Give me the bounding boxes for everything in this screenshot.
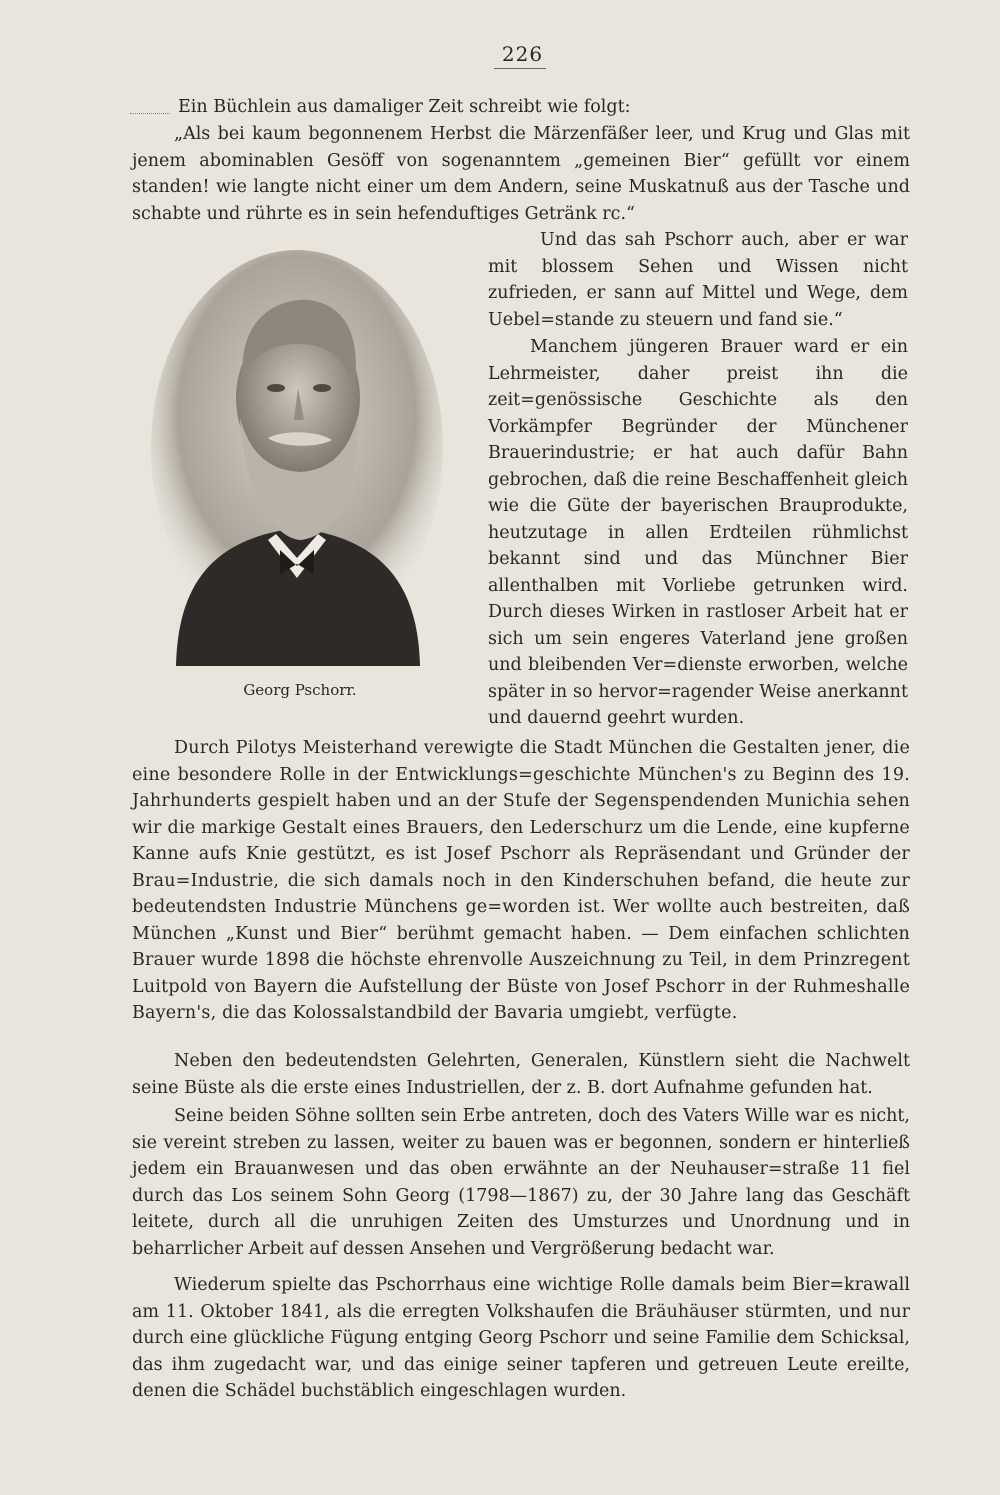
paragraph-ruhmeshalle: Neben den bedeutendsten Gelehrten, Generalen, Künstlern sieht die Nachwelt seine Büste als die erste eines Industriellen, der z. B. dort Aufnahme gefunden hat. xyxy=(132,1051,910,1098)
paragraph-intro: Ein Büchlein aus damaliger Zeit schreibt wie folgt: xyxy=(178,97,631,117)
paragraph-right-2: Manchem jüngeren Brauer ward er ein Lehrmeister, daher preist ihn die zeit=genössische Geschichte als den Vorkämpfer Begründer der Münchener Brauerindustrie; er hat auch dafür Bahn gebrochen, daß die reine Beschaffenheit gleich wie die Güte der bayerischen Brauprodukte, heutzutage in allen Erdteilen rühmlichst bekannt sind und das Münchner Bier allenthalben mit Vorliebe getrunken wird. Durch dieses Wirken in rastloser Arbeit hat er sich um sein engeres Vaterland jene großen und bleibenden Ver=dienste erworben, welche später in so hervor=ragender Weise anerkannt und dauernd geehrt wurden. xyxy=(488,337,909,728)
paragraph-right-1: Und das sah Pschorr auch, aber er war mit blossem Sehen und Wissen nicht zufrieden, er sann auf Mittel und Wege, dem Uebel=stande zu steuern und fand sie.“ xyxy=(488,230,908,330)
portrait-caption: Georg Pschorr. xyxy=(243,681,357,699)
paragraph-quote: „Als bei kaum begonnenem Herbst die Märzenfäßer leer, und Krug und Glas mit jenem abominablen Gesöff von sogenanntem „gemeinen Bier“ gefüllt vor einem standen! wie langte nicht einer um dem Andern, seine Muskatnuß aus der Tasche und schabte und rührte es in sein hefenduftiges Getränk rc.“ xyxy=(132,124,910,224)
page-number-underline xyxy=(494,68,546,69)
page-number: 226 xyxy=(501,42,544,66)
paragraph-soehne: Seine beiden Söhne sollten sein Erbe antreten, doch des Vaters Wille war es nicht, sie vereint streben zu lassen, weiter zu bauen was er begonnen, sondern er hinterließ jedem ein Brauanwesen und das oben erwähnte an der Neuhauser=straße 11 fiel durch das Los seinem Sohn Georg (1798—1867) zu, der 30 Jahre lang das Geschäft leitete, durch all die unruhigen Zeiten des Umsturzes und Unordnung und in beharrlicher Arbeit auf dessen Ansehen und Vergrößerung bedacht war. xyxy=(132,1106,910,1259)
paragraph-piloty: Durch Pilotys Meisterhand verewigte die Stadt München die Gestalten jener, die eine besondere Rolle in der Entwicklungs=geschichte München's zu Beginn des 19. Jahrhunderts gespielt haben und an der Stufe der Segenspendenden Munichia sehen wir die markige Gestalt eines Brauers, den Lederschurz um die Lende, eine kupferne Kanne aufs Knie gestützt, es ist Josef Pschorr als Repräsendant und Gründer der Brau=Industrie, die sich damals noch in den Kinderschuhen befand, die heute zur bedeutendsten Industrie Münchens ge=worden ist. Wer wollte auch bestreiten, daß München „Kunst und Bier“ berühmt gemacht haben. — Dem einfachen schlichten Brauer wurde 1898 die höchste ehrenvolle Auszeichnung zu Teil, in dem Prinzregent Luitpold von Bayern die Aufstellung der Büste von Josef Pschorr in der Ruhmeshalle Bayern's, die das Kolossalstandbild der Bavaria umgiebt, verfügte. xyxy=(132,738,910,1023)
paragraph-bierkrawall: Wiederum spielte das Pschorrhaus eine wichtige Rolle damals beim Bier=krawall am 11. Oktober 1841, als die erregten Volkshaufen die Bräuhäuser stürmten, und nur durch eine glückliche Fügung entging Georg Pschorr und seine Familie dem Schicksal, das ihm zugedacht war, und das einige seiner tapferen und getreuen Leute ereilte, denen die Schädel buchstäblich eingeschlagen wurden. xyxy=(132,1275,910,1401)
portrait-engraving xyxy=(148,248,446,666)
margin-mark xyxy=(130,113,170,119)
